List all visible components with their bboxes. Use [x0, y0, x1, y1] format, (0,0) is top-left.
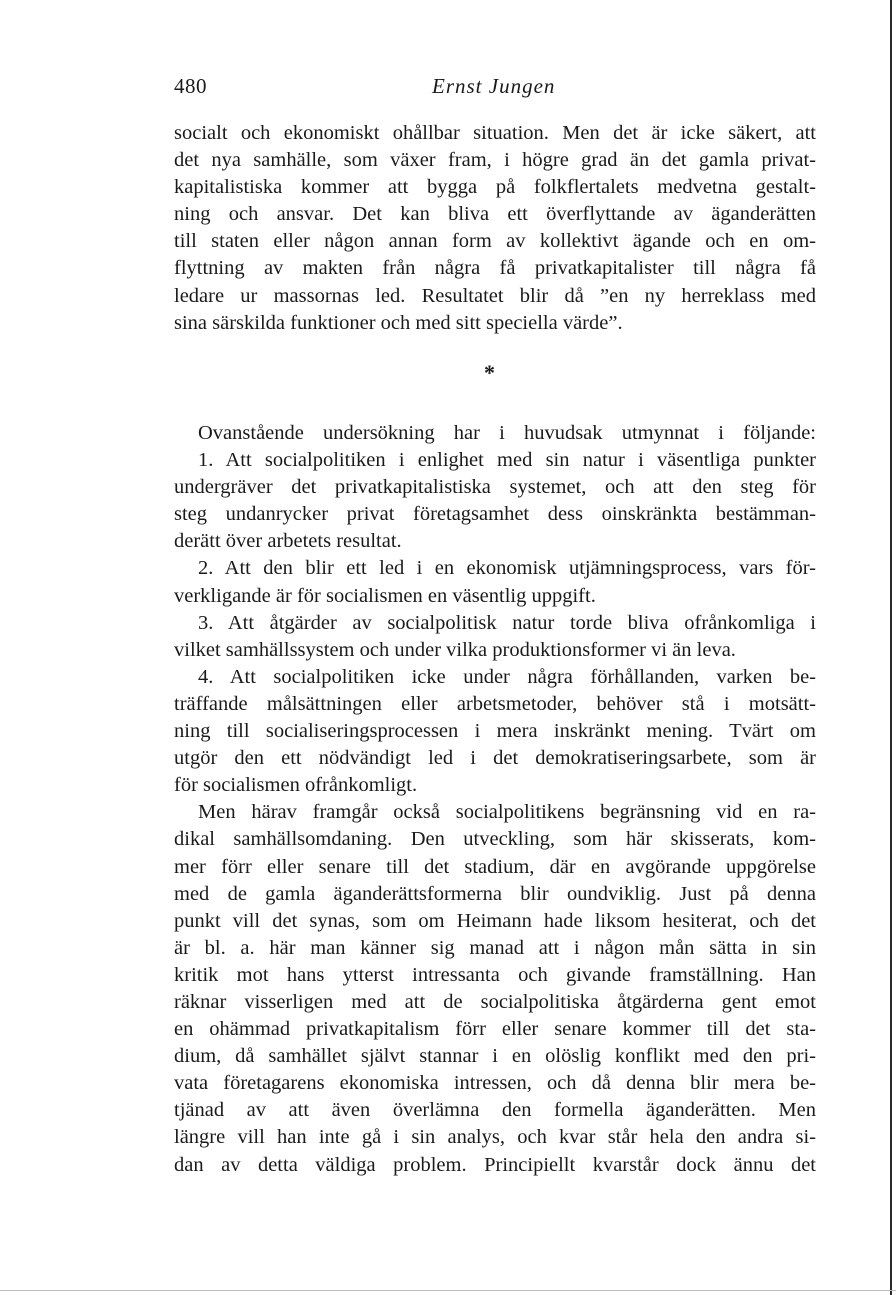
text-line: punkt vill det synas, som om Heimann hade liksom hesiterat, och det: [174, 909, 816, 932]
text-line: är bl. a. här man känner sig manad att i någon mån sätta in sin: [174, 936, 816, 959]
text-line: steg undanrycker privat företagsamhet dess oinskränkta bestämman-: [174, 503, 816, 526]
text-line: mer förr eller senare till det stadium, där en avgörande uppgörelse: [174, 855, 816, 878]
text-line: 2. Att den blir ett led i en ekonomisk utjämningsprocess, vars för-: [198, 557, 816, 580]
text-line: ning till socialiseringsprocessen i mera inskränkt mening. Tvärt om: [174, 720, 816, 743]
text-line: ning och ansvar. Det kan bliva ett överflyttande av äganderätten: [174, 203, 816, 226]
text-line: för socialismen ofrånkomligt.: [174, 774, 418, 797]
text-line: till staten eller någon annan form av kollektivt ägande och en om-: [174, 230, 816, 253]
text-line: vata företagarens ekonomiska intressen, och då denna blir mera be-: [174, 1072, 816, 1095]
text-line: kapitalistiska kommer att bygga på folkflertalets medvetna gestalt-: [174, 176, 816, 199]
text-line: dium, då samhället självt stannar i en olöslig konflikt med den pri-: [174, 1045, 816, 1068]
text-line: Men härav framgår också socialpolitikens begränsning vid en ra-: [198, 801, 816, 824]
page-header: [174, 74, 816, 104]
text-line: dikal samhällsomdaning. Den utveckling, som här skisserats, kom-: [174, 828, 816, 851]
text-line: med de gamla äganderättsformerna blir oundviklig. Just på denna: [174, 882, 816, 905]
text-line: kritik mot hans ytterst intressanta och givande framställning. Han: [174, 963, 816, 986]
text-line: undergräver det privatkapitalistiska systemet, och att den steg för: [174, 476, 816, 499]
summary-intro: Ovanstående undersökning har i huvudsak utmynnat i följande:: [198, 422, 816, 444]
text-line: verkligande är för socialismen en väsentlig uppgift.: [174, 584, 596, 607]
text-line: 3. Att åtgärder av socialpolitisk natur torde bliva ofrånkomliga i: [198, 611, 816, 634]
text-line: vilket samhällssystem och under vilka produktionsformer vi än leva.: [174, 638, 736, 661]
text-line: derätt över arbetets resultat.: [174, 530, 402, 553]
text-line: längre vill han inte gå i sin analys, och kvar står hela den andra si-: [174, 1126, 816, 1149]
page-edge-bottom: [0, 1290, 896, 1291]
text-line: 1. Att socialpolitiken i enlighet med sin natur i väsentliga punkter: [198, 449, 816, 472]
section-separator: *: [484, 360, 495, 385]
text-line: räknar visserligen med att de socialpolitiska åtgärderna gent emot: [174, 990, 816, 1013]
text-line: flyttning av makten från några få privatkapitalister till några få: [174, 257, 816, 280]
text-line: träffande målsättningen eller arbetsmetoder, behöver stå i motsätt-: [174, 692, 816, 715]
running-head: Ernst Jungen: [432, 74, 556, 98]
text-line: socialt och ekonomiskt ohållbar situation. Men det är icke säkert, att: [174, 122, 816, 144]
page-number: 480: [174, 74, 207, 98]
summary-section: [174, 420, 816, 1179]
text-line: en ohämmad privatkapitalism förr eller senare kommer till det sta-: [174, 1018, 816, 1041]
text-line: ledare ur massornas led. Resultatet blir då ”en ny herreklass med: [174, 284, 816, 307]
paragraph-top: [174, 120, 816, 337]
text-line: dan av detta väldiga problem. Principiellt kvarstår dock ännu det: [174, 1153, 816, 1176]
text-line: sina särskilda funktioner och med sitt speciella värde”.: [174, 311, 623, 334]
text-line: tjänad av att även överlämna den formella äganderätten. Men: [174, 1099, 816, 1122]
text-line: det nya samhälle, som växer fram, i högre grad än det gamla privat-: [174, 149, 816, 172]
text-line: 4. Att socialpolitiken icke under några förhållanden, varken be-: [198, 665, 816, 688]
page-edge-right: [890, 0, 892, 1295]
text-line: utgör den ett nödvändigt led i det demokratiseringsarbete, som är: [174, 747, 816, 770]
